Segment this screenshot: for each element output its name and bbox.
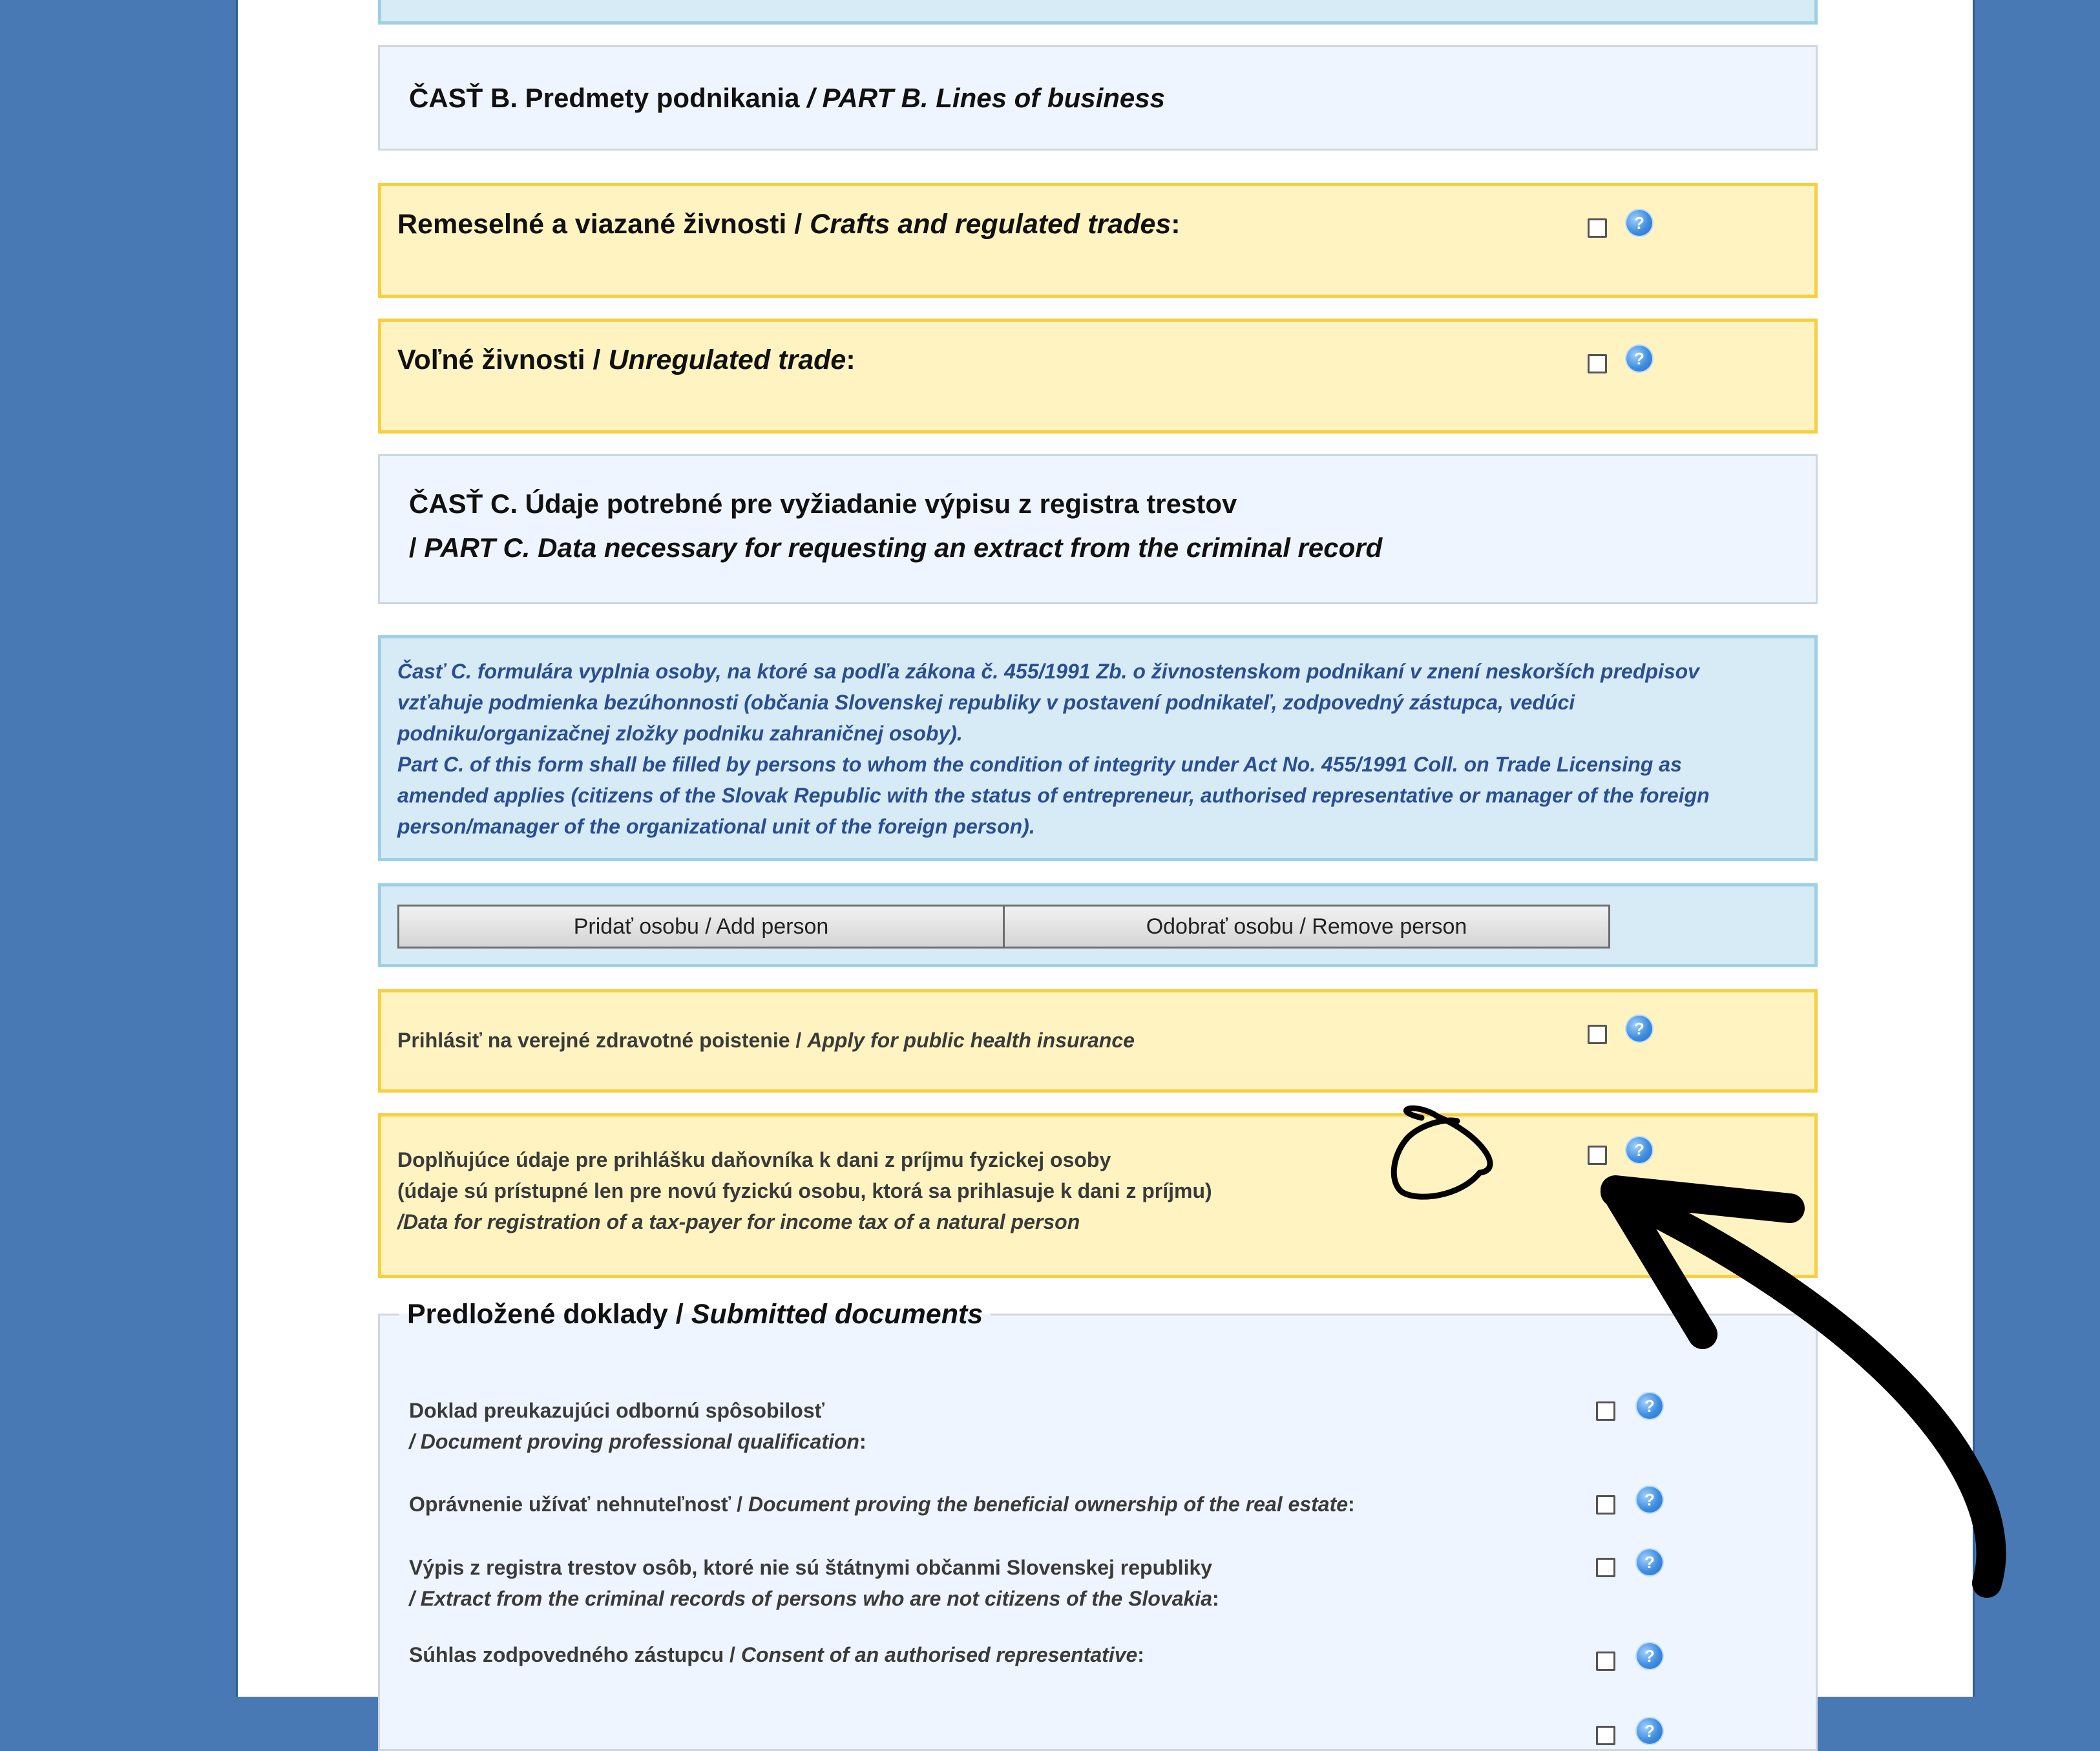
document-item bbox=[409, 1489, 1355, 1520]
unregulated-label bbox=[397, 344, 856, 376]
document-checkbox[interactable] bbox=[1596, 1558, 1615, 1577]
tax-registration-line: (údaje sú prístupné len pre novú fyzickú osobu, ktorá sa prihlasuje k dani z príjmu) bbox=[397, 1179, 1212, 1202]
document-item-sk: Oprávnenie užívať nehnuteľnosť / bbox=[409, 1493, 742, 1516]
document-item-en: Document proving the beneficial ownership of the real estate bbox=[748, 1493, 1349, 1516]
help-icon[interactable]: ? bbox=[1626, 210, 1652, 236]
crafts-checkbox[interactable] bbox=[1588, 218, 1607, 238]
help-icon[interactable]: ? bbox=[1637, 1487, 1663, 1513]
help-icon[interactable]: ? bbox=[1626, 346, 1652, 372]
unregulated-label-sk: Voľné živnosti / bbox=[397, 344, 601, 375]
crafts-label-suffix: : bbox=[1171, 209, 1181, 240]
document-item-en: / Extract from the criminal records of persons who are not citizens of the Slovakia bbox=[409, 1587, 1212, 1610]
part-c-title-en bbox=[409, 532, 1382, 563]
part-c-header bbox=[378, 454, 1818, 604]
tax-registration-checkbox[interactable] bbox=[1588, 1146, 1607, 1165]
health-insurance-label-sk: Prihlásiť na verejné zdravotné poistenie / bbox=[397, 1029, 802, 1052]
document-item-en: Consent of an authorised representative bbox=[740, 1643, 1138, 1666]
document-item-sk: Doklad preukazujúci odbornú spôsobilosť bbox=[409, 1399, 824, 1422]
part-c-title-en-prefix: / bbox=[409, 532, 417, 563]
document-item-sk: Výpis z registra trestov osôb, ktoré nie sú štátnymi občanmi Slovenskej republiky bbox=[409, 1556, 1213, 1579]
health-insurance-section bbox=[378, 989, 1818, 1093]
tax-registration-section bbox=[378, 1113, 1818, 1278]
part-b-title-en: / PART B. Lines of business bbox=[807, 83, 1165, 113]
unregulated-label-en: Unregulated trade bbox=[608, 344, 846, 375]
submitted-documents-fieldset bbox=[378, 1299, 1818, 1751]
tax-registration-label bbox=[397, 1144, 1212, 1237]
help-icon[interactable]: ? bbox=[1637, 1718, 1663, 1744]
document-checkbox[interactable] bbox=[1596, 1651, 1615, 1671]
document-item-suffix: : bbox=[1348, 1493, 1355, 1516]
add-person-button[interactable]: Pridať osobu / Add person bbox=[397, 905, 1005, 949]
crafts-label bbox=[397, 209, 1181, 240]
part-c-info-box bbox=[378, 635, 1818, 861]
info-line: person/manager of the organizational unit of the foreign person). bbox=[397, 815, 1035, 838]
tax-registration-line: /Data for registration of a tax-payer for income tax of a natural person bbox=[397, 1210, 1080, 1233]
unregulated-section bbox=[378, 319, 1818, 434]
crafts-label-sk: Remeselné a viazané živnosti / bbox=[397, 209, 803, 240]
part-b-title bbox=[409, 83, 1165, 114]
unregulated-label-suffix: : bbox=[846, 344, 856, 375]
document-item-en: / Document proving professional qualification bbox=[409, 1430, 859, 1453]
unregulated-checkbox[interactable] bbox=[1588, 354, 1607, 373]
documents-legend-sk: Predložené doklady / bbox=[407, 1299, 684, 1330]
info-line: Časť C. formulára vyplnia osoby, na ktoré sa podľa zákona č. 455/1991 Zb. o živnostenskom podnikaní v znení neskorších predpisov bbox=[397, 660, 1699, 683]
part-c-title-sk: ČASŤ C. Údaje potrebné pre vyžiadanie výpisu z registra trestov bbox=[409, 488, 1237, 519]
document-item bbox=[409, 1552, 1219, 1614]
info-line: podniku/organizačnej zložky podniku zahraničnej osoby). bbox=[397, 722, 963, 745]
help-icon[interactable]: ? bbox=[1637, 1549, 1663, 1575]
health-insurance-checkbox[interactable] bbox=[1588, 1025, 1607, 1044]
document-item-suffix: : bbox=[859, 1430, 866, 1453]
document-checkbox[interactable] bbox=[1596, 1495, 1615, 1515]
tax-registration-line: Doplňujúce údaje pre prihlášku daňovníka k dani z príjmu fyzickej osoby bbox=[397, 1148, 1111, 1171]
document-item-suffix: : bbox=[1212, 1587, 1219, 1610]
form-page bbox=[236, 0, 1975, 1741]
help-icon[interactable]: ? bbox=[1637, 1643, 1663, 1669]
document-checkbox[interactable] bbox=[1596, 1726, 1615, 1745]
remove-person-button[interactable]: Odobrať osobu / Remove person bbox=[1003, 905, 1610, 949]
submitted-documents-legend bbox=[399, 1299, 991, 1330]
help-icon[interactable]: ? bbox=[1626, 1137, 1652, 1163]
previous-section-edge bbox=[378, 0, 1818, 25]
info-line: amended applies (citizens of the Slovak Republic with the status of entrepreneur, authorised representative or manager of the foreign bbox=[397, 784, 1710, 807]
help-icon[interactable]: ? bbox=[1637, 1393, 1663, 1419]
health-insurance-label-en: Apply for public health insurance bbox=[807, 1029, 1135, 1052]
health-insurance-label bbox=[397, 1025, 1135, 1056]
part-c-title-en-text: PART C. Data necessary for requesting an extract from the criminal record bbox=[424, 532, 1383, 563]
part-b-title-sk: ČASŤ B. Predmety podnikania bbox=[409, 83, 800, 113]
part-c-info-text bbox=[397, 656, 1787, 842]
help-icon[interactable]: ? bbox=[1626, 1016, 1652, 1042]
info-line: Part C. of this form shall be filled by persons to whom the condition of integrity under Act No. 455/1991 Coll. on Trade Licensing as bbox=[397, 753, 1682, 776]
document-item bbox=[409, 1395, 866, 1457]
part-b-header bbox=[378, 45, 1818, 151]
document-item bbox=[409, 1639, 1144, 1670]
documents-legend-en: Submitted documents bbox=[691, 1299, 983, 1330]
document-checkbox[interactable] bbox=[1596, 1401, 1615, 1421]
crafts-section bbox=[378, 183, 1818, 298]
info-line: vzťahuje podmienka bezúhonnosti (občania Slovenskej republiky v postavení podnikateľ, zodpovedný zástupca, vedúci bbox=[397, 691, 1575, 714]
person-buttons-bar bbox=[378, 883, 1818, 967]
document-item-suffix: : bbox=[1137, 1643, 1144, 1666]
crafts-label-en: Crafts and regulated trades bbox=[810, 209, 1171, 240]
document-item-sk: Súhlas zodpovedného zástupcu / bbox=[409, 1643, 735, 1666]
